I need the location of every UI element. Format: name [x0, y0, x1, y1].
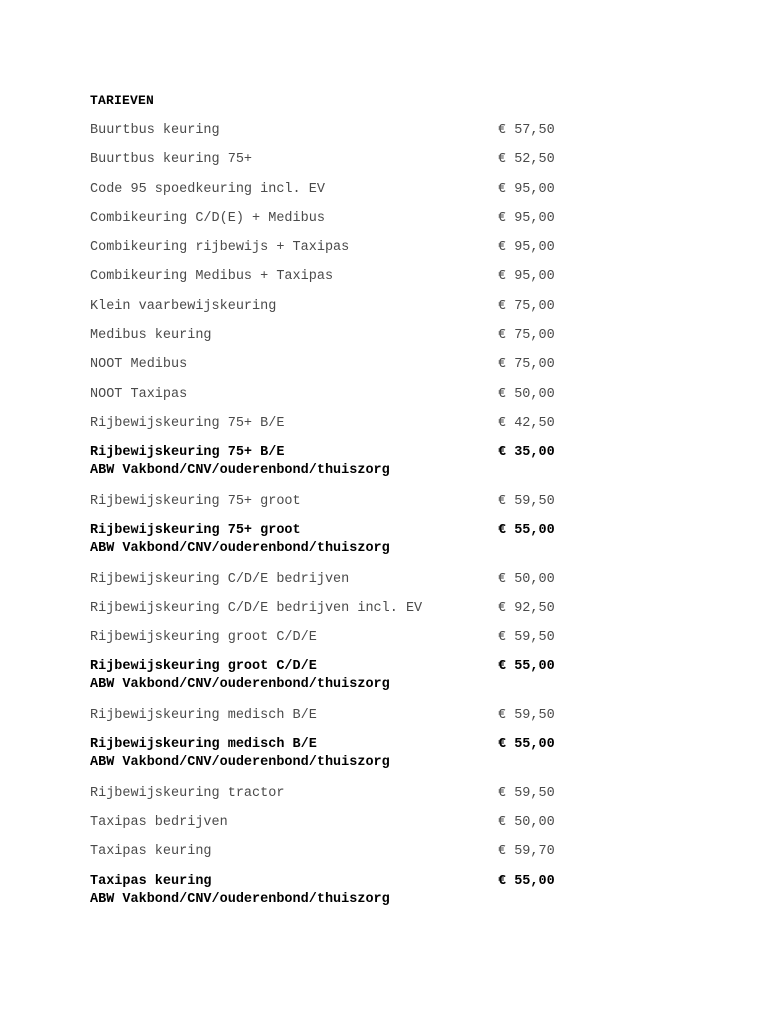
tariff-name: Combikeuring rijbewijs + Taxipas: [90, 240, 350, 256]
tariff-price: € 50,00: [498, 571, 555, 587]
tariff-name: Klein vaarbewijskeuring: [90, 298, 277, 314]
tariff-name: Rijbewijskeuring 75+ groot: [90, 493, 301, 509]
tariff-price: € 55,00: [498, 659, 555, 675]
tariff-discount-note: ABW Vakbond/CNV/ouderenbond/thuiszorg: [90, 891, 390, 907]
tariff-discount-note: ABW Vakbond/CNV/ouderenbond/thuiszorg: [90, 755, 390, 771]
tariff-price: € 55,00: [498, 523, 555, 539]
tariff-name: Taxipas keuring: [90, 844, 212, 860]
tariff-price: € 92,50: [498, 600, 555, 616]
tariff-name: Rijbewijskeuring 75+ groot: [90, 523, 301, 539]
tariff-row: [90, 629, 570, 647]
tariff-price: € 59,70: [498, 844, 555, 860]
tariff-name: Rijbewijskeuring groot C/D/E: [90, 659, 317, 675]
tariff-row: [90, 814, 570, 832]
tariff-row: [90, 493, 570, 511]
tariff-price: € 59,50: [498, 493, 555, 509]
tariff-row: [90, 707, 570, 725]
tariff-price: € 55,00: [498, 737, 555, 753]
tariff-price: € 59,50: [498, 707, 555, 723]
page-title: TARIEVEN: [90, 93, 155, 108]
tariff-row: [90, 210, 570, 228]
tariff-price: € 75,00: [498, 298, 555, 314]
tariff-price: € 95,00: [498, 210, 555, 226]
tariff-rows: [90, 122, 570, 910]
tariff-row: [90, 415, 570, 433]
tariff-price: € 50,00: [498, 815, 555, 831]
tariff-name: Rijbewijskeuring medisch B/E: [90, 737, 317, 753]
tariff-name: Buurtbus keuring: [90, 123, 220, 138]
tariff-name: Taxipas keuring: [90, 873, 212, 889]
tariff-name: Rijbewijskeuring medisch B/E: [90, 707, 317, 723]
tariff-name: Buurtbus keuring 75+: [90, 152, 253, 168]
tariff-price: € 50,00: [498, 386, 555, 402]
tariff-price: € 75,00: [498, 357, 555, 373]
tariff-name: Combikeuring C/D(E) + Medibus: [90, 210, 325, 226]
tariff-price: € 95,00: [498, 181, 555, 197]
tariff-price: € 35,00: [498, 445, 555, 461]
tariff-row: [90, 571, 570, 589]
tariff-name: Code 95 spoedkeuring incl. EV: [90, 181, 325, 197]
tariff-price: € 57,50: [498, 123, 555, 138]
tariff-name: Rijbewijskeuring C/D/E bedrijven incl. EV: [90, 600, 423, 616]
tariff-discount-note: ABW Vakbond/CNV/ouderenbond/thuiszorg: [90, 541, 390, 557]
tariff-row: [90, 785, 570, 803]
tariff-name: Medibus keuring: [90, 328, 212, 344]
tariff-price: € 42,50: [498, 415, 555, 431]
tariff-row: [90, 268, 570, 286]
tariff-price: € 59,50: [498, 630, 555, 646]
tariff-row-discount: [90, 522, 570, 559]
tariff-price: € 59,50: [498, 785, 555, 801]
tariff-row: [90, 356, 570, 374]
tariff-name: NOOT Taxipas: [90, 386, 188, 402]
tariff-name: Taxipas bedrijven: [90, 815, 228, 831]
tariff-row: [90, 181, 570, 199]
tariff-row: [90, 122, 570, 140]
tariff-row: [90, 386, 570, 404]
tariff-price: € 95,00: [498, 269, 555, 285]
tariff-discount-note: ABW Vakbond/CNV/ouderenbond/thuiszorg: [90, 463, 390, 479]
tariff-row: [90, 600, 570, 618]
tariff-row: [90, 843, 570, 861]
tariff-row: [90, 151, 570, 169]
tariff-row-discount: [90, 444, 570, 481]
tariff-name: Rijbewijskeuring groot C/D/E: [90, 630, 317, 646]
tariff-row-discount: [90, 736, 570, 773]
tariff-row-discount: [90, 658, 570, 695]
tariff-row-discount: [90, 873, 570, 910]
tariff-price: € 75,00: [498, 328, 555, 344]
tariff-price: € 55,00: [498, 873, 555, 889]
tariff-name: Combikeuring Medibus + Taxipas: [90, 269, 334, 285]
tariff-price: € 95,00: [498, 240, 555, 256]
tariff-discount-note: ABW Vakbond/CNV/ouderenbond/thuiszorg: [90, 677, 390, 693]
tariff-name: NOOT Medibus: [90, 357, 188, 373]
tariff-name: Rijbewijskeuring 75+ B/E: [90, 445, 285, 461]
tariff-name: Rijbewijskeuring C/D/E bedrijven: [90, 571, 350, 587]
tariff-price: € 52,50: [498, 152, 555, 168]
tariff-name: Rijbewijskeuring tractor: [90, 785, 285, 801]
tariff-row: [90, 298, 570, 316]
tariff-row: [90, 239, 570, 257]
tariff-name: Rijbewijskeuring 75+ B/E: [90, 415, 285, 431]
tariff-row: [90, 327, 570, 345]
tariff-list: [90, 93, 570, 921]
